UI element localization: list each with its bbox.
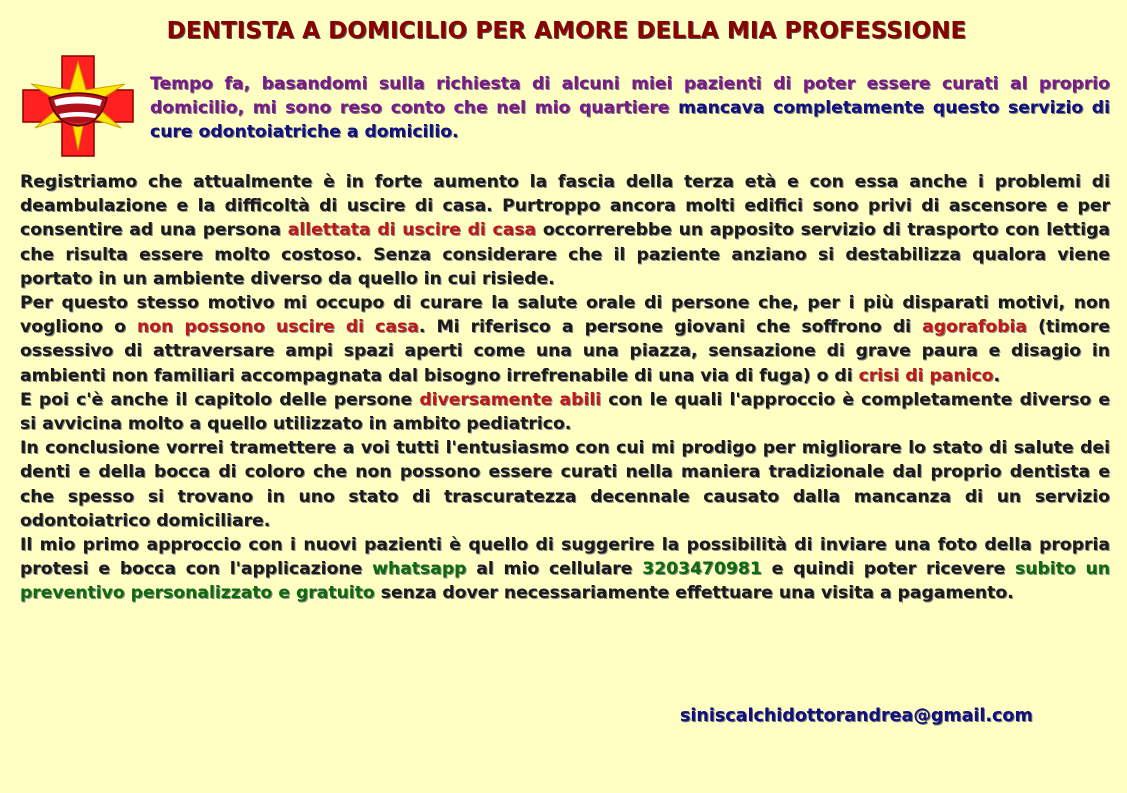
paragraph-motivations [20,291,1110,388]
highlight-cannot-leave: non possono uscire di casa [137,317,419,338]
highlight-free-quote: subito un preventivo personalizzato e gratuito [20,559,1110,604]
text-run: Registriamo che attualmente è in forte aumento la fascia della terza età e con essa anche i problemi di deambulazione e la difficoltà di uscire di casa. Purtroppo ancora molti edifici sono privi di ascensore e per consentire ad una persona [20,172,1110,241]
intro-highlight: mancava completamente questo servizio di cure odontoiatriche a domicilio. [150,98,1111,142]
highlight-agoraphobia: agorafobia [922,317,1028,338]
text-run: . [993,365,1001,386]
paragraph-disabled [20,388,1110,436]
text-run: . Mi riferisco a persone giovani che soffrono di [418,317,923,338]
intro-paragraph [150,72,1110,144]
highlight-disabled: diversamente abili [419,389,602,410]
paragraph-conclusion: In conclusione vorrei tramettere a voi tutti l'entusiasmo con cui mi prodigo per migliorare lo stato di salute dei denti e della bocca di coloro che non possono essere curati nella maniera tradizionale dal proprio dentista e che spesso si trovano in uno stato di trascuratezza decennale causato dalla mancanza di un servizio odontoiatrico domiciliare. [20,438,1110,531]
phone-number: 3203470981 [642,559,762,580]
paragraph-elderly [20,170,1110,291]
text-run: E poi c'è anche il capitolo delle persone [20,389,420,410]
text-run: senza dover necessariamente effettuare una visita a pagamento. [374,583,1014,604]
red-cross-smile-icon [21,54,135,158]
text-run: con le quali l'approccio è completamente diverso e si avvicina molto a quello utilizzato in ambito pediatrico. [20,389,1110,435]
text-run: Per questo stesso motivo mi occupo di curare la salute orale di persone che, per i più disparati motivi, non vogliono o [20,293,1110,338]
highlight-whatsapp: whatsapp [372,559,467,580]
highlight-bedridden: allettata di uscire di casa [287,220,537,241]
intro-text: Tempo fa, basandomi sulla richiesta di alcuni miei pazienti di poter essere curati al proprio domicilio, mi sono reso conto che nel mio quartiere [150,74,1110,118]
main-text [20,170,1110,606]
text-run: occorrerebbe un apposito servizio di trasporto con lettiga che risulta essere molto costoso. Senza considerare che il paziente anziano si destabilizza qualora viene portato in un ambiente diverso da quello in cui risiede. [20,220,1110,289]
page-title: DENTISTA A DOMICILIO PER AMORE DELLA MIA PROFESSIONE [166,18,967,44]
text-run: (timore ossessivo di attraversare ampi spazi aperti come una una piazza, sensazione di grave paura e disagio in ambienti non familiari accompagnata dal bisogno irrefrenabile di una via di fuga) o di [20,317,1110,386]
highlight-panic: crisi di panico [858,365,994,386]
text-run: al mio cellulare [466,559,643,580]
contact-email: siniscalchidottorandrea@gmail.com [680,706,1033,726]
text-run: Il mio primo approccio con i nuovi pazienti è quello di suggerire la possibilità di inviare una foto della propria protesi e bocca con l'applicazione [20,535,1110,580]
text-run: e quindi poter ricevere [761,559,1016,580]
paragraph-approach [20,533,1110,606]
